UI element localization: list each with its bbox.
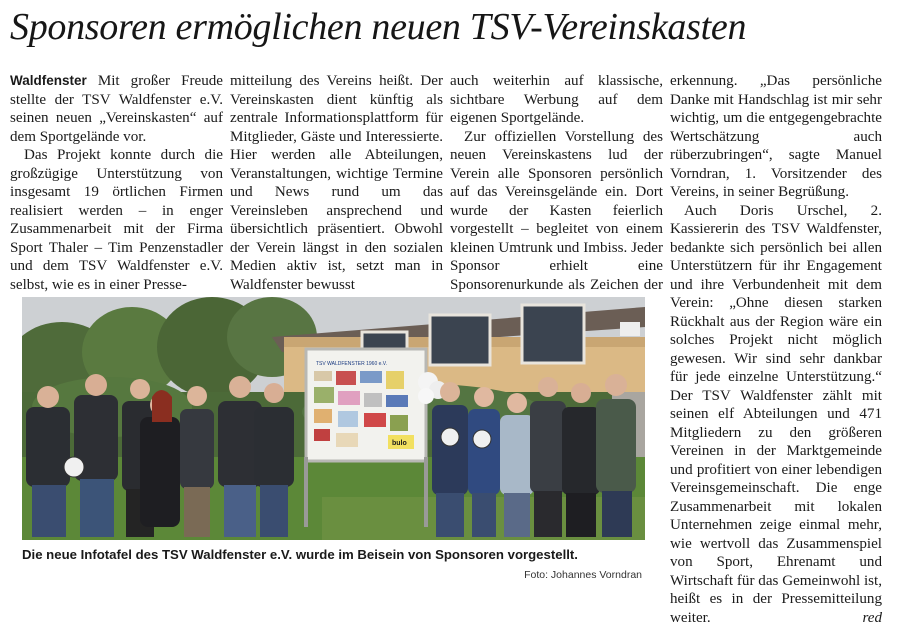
article-column-4 (670, 72, 882, 627)
article-headline: Sponsoren ermöglichen neuen TSV-Vereinskasten (10, 4, 890, 50)
author-signature: red (848, 609, 882, 627)
photo-caption: Die neue Infotafel des TSV Waldfenster e.V. wurde im Beisein von Sponsoren vorgestellt. (22, 547, 645, 562)
col4-para-2 (670, 202, 882, 627)
board-header: TSV WALDFENSTER 1960 e.V. (316, 361, 387, 367)
col3-para-1: auch weiterhin auf klassische, sichtbare Werbung auf dem eigenen Sportgelände. (450, 72, 663, 128)
board-sign: bulo (392, 440, 407, 447)
col1-para-2: Das Projekt konnte durch die großzügige Unterstützung von insgesamt 19 örtlichen Firmen realisiert werden – in enger Zusammenarbeit mit der Firma Sport Thaler – Tim Penzenstadler und dem TSV Waldfenster e.V. selbst, wie es in einer Presse- (10, 146, 223, 294)
dateline: Waldfenster (10, 73, 87, 88)
article-column-2 (230, 72, 443, 294)
article-column-1 (10, 72, 223, 294)
article-photo (22, 297, 645, 540)
col3-para-2: Zur offiziellen Vorstellung des neuen Vereinskastens lud der Verein alle Sponsoren persönlich auf das Vereinsgelände ein. Dort wurde der Kasten feierlich vorgestellt – begleitet von einem kleinen Umtrunk und Imbiss. Jeder Sponsor erhielt eine Sponsorenurkunde als Zeichen der (450, 128, 663, 313)
article-column-3 (450, 72, 663, 313)
photo-credit: Foto: Johannes Vorndran (22, 569, 642, 581)
col4-para-2-text: Auch Doris Urschel, 2. Kassiererin des TSV Waldfenster, bedankte sich persönlich bei allen Unterstützern für ihr Engagement und ihre Verbundenheit mit dem Verein: „Ohne diesen starken Rückhalt aus der Region wäre ein solches Projekt nicht möglich gewesen. Wir sind sehr dankbar für jede einzelne Unterstützung.“ Der TSV Waldfenster zählt mit seinen elf Abteilungen und 471 Mitgliedern zu den größeren Vereinen in der Marktgemeinde und profitiert von einer lebendigen Vereinsgemeinschaft. Die enge Zusammenarbeit mit lokalen Unternehmen zeige einmal mehr, wie wertvoll das Zusammenspiel von Sport, Ehrenamt und Wirtschaft für das Gemeinwohl ist, heißt es in der Pressemitteilung weiter. (670, 203, 882, 626)
col4-para-1: erkennung. „Das persönliche Danke mit Handschlag ist mir sehr wichtig, um die entgegengebrachte Wertschätzung auch rüberzubringen“, sagte Manuel Vorndran, 1. Vorsitzender des Vereins, in seiner Begrüßung. (670, 72, 882, 202)
col1-para-1: Mit großer Freude stellte der TSV Waldfenster e.V. seinen neuen „Vereinskasten“ auf dem Sportgelände vor. (10, 73, 223, 145)
col2-para-1: mitteilung des Vereins heißt. Der Vereinskasten dient künftig als zentrale Informationsplattform für Mitglieder, Gäste und Interessierte. Hier werden alle Abteilungen, Veranstaltungen, wichtige Termine und News rund um das Vereinsleben ansprechend und übersichtlich präsentiert. Obwohl der Verein längst in den sozialen Medien aktiv ist, setzt man in Waldfenster bewusst (230, 72, 443, 294)
